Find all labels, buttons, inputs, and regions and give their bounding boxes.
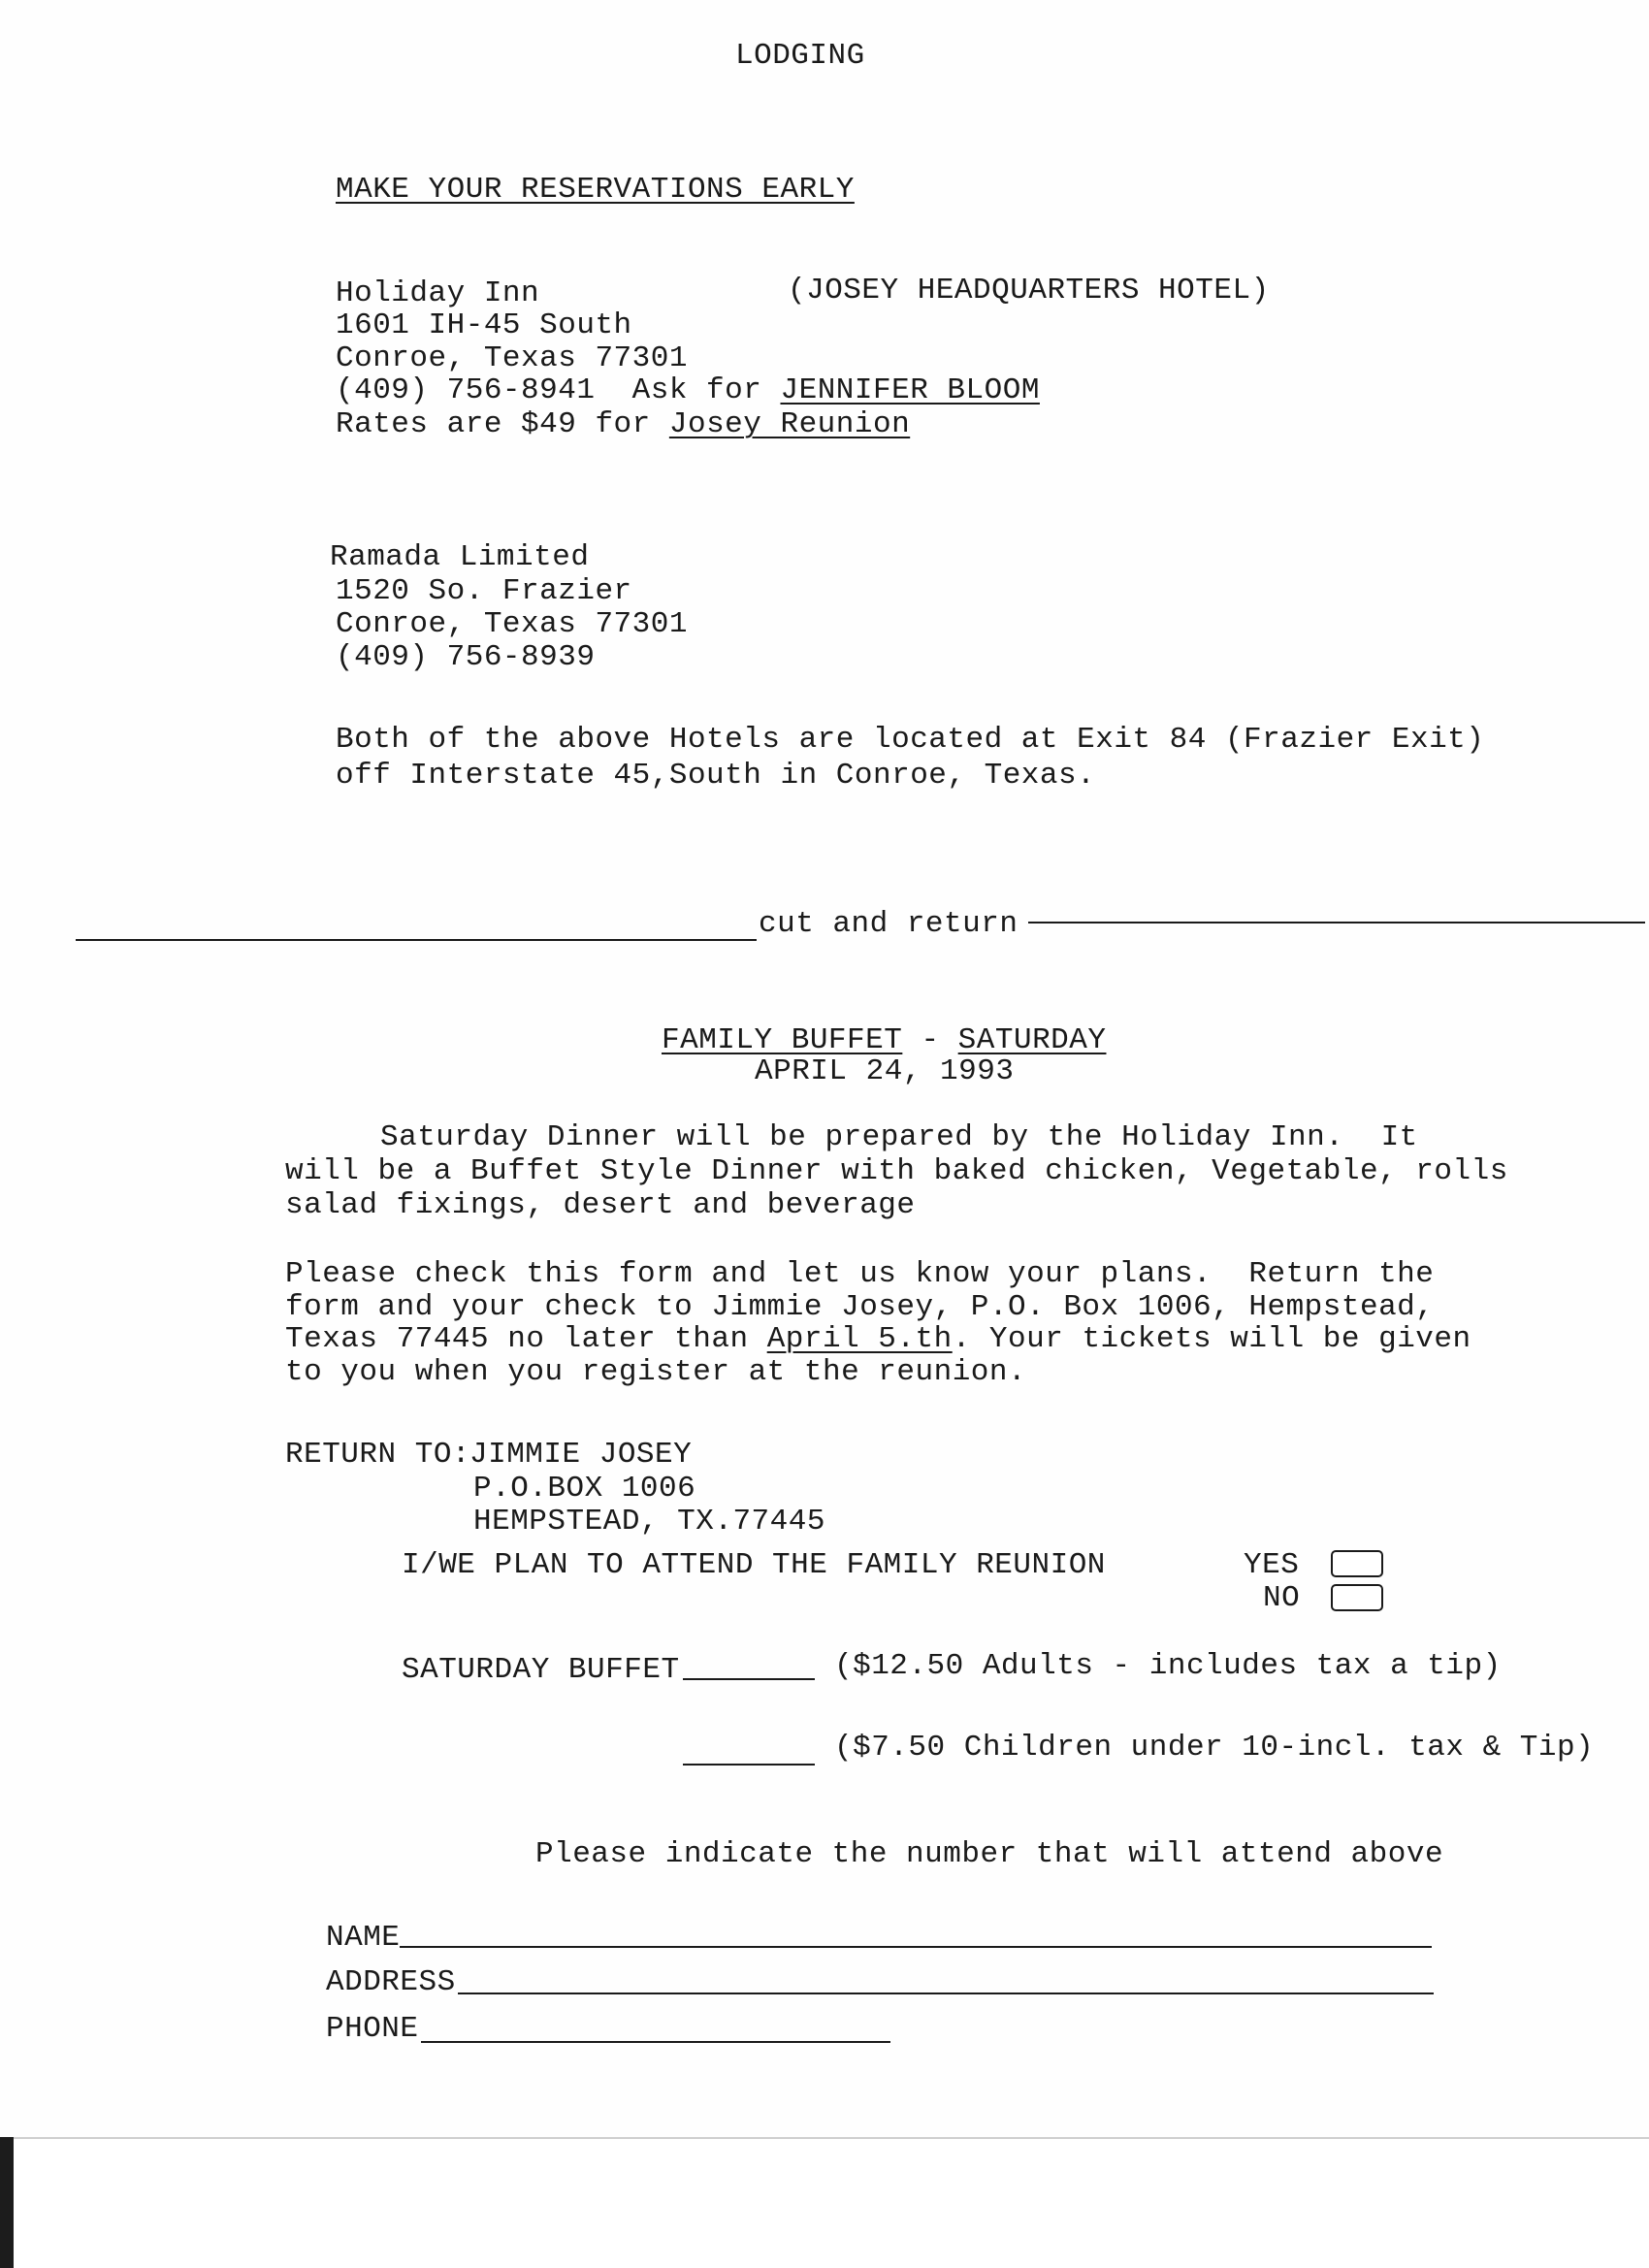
attend-question: I/WE PLAN TO ATTEND THE FAMILY REUNION	[402, 1548, 1106, 1582]
return-to-box: P.O.BOX 1006	[473, 1472, 696, 1506]
hotel1-rate: Rates are $49 for	[336, 407, 669, 441]
buffet-title-sep: -	[902, 1023, 958, 1057]
buffet-para2-line1: Please check this form and let us know your plans. Return the	[285, 1257, 1435, 1291]
buffet-para1-line3: salad fixings, desert and beverage	[285, 1188, 916, 1222]
buffet-title-main: FAMILY BUFFET	[662, 1023, 903, 1057]
cut-line-right	[1028, 922, 1645, 923]
scan-edge	[0, 2137, 14, 2268]
hotel1-rate-line	[336, 407, 910, 442]
hotel2-city: Conroe, Texas 77301	[336, 607, 688, 641]
phone-field[interactable]	[421, 2041, 890, 2043]
child-price: ($7.50 Children under 10-incl. tax & Tip)	[834, 1731, 1595, 1765]
buffet-para2-line2: form and your check to Jimmie Josey, P.O. Box 1006, Hempstead,	[285, 1290, 1435, 1324]
address-label: ADDRESS	[326, 1965, 456, 1999]
return-to-name: JIMMIE JOSEY	[469, 1438, 693, 1472]
hotel1-phone: (409) 756-8941 Ask for	[336, 373, 781, 407]
name-label: NAME	[326, 1921, 401, 1955]
buffet-deadline: April 5.th	[766, 1322, 953, 1356]
buffet-date: APRIL 24, 1993	[755, 1054, 1015, 1088]
no-checkbox[interactable]	[1331, 1584, 1383, 1611]
name-field[interactable]	[400, 1946, 1432, 1948]
no-label: NO	[1263, 1581, 1301, 1615]
cut-line-label: cut and return	[759, 907, 1018, 941]
yes-label: YES	[1244, 1548, 1300, 1582]
hotel2-phone: (409) 756-8939	[336, 640, 596, 674]
hotel1-note: (JOSEY HEADQUARTERS HOTEL)	[788, 274, 1270, 308]
buffet-para2-line3	[285, 1322, 1471, 1357]
cut-line-left	[76, 939, 757, 941]
buffet-title	[662, 1023, 1106, 1058]
yes-checkbox[interactable]	[1331, 1550, 1383, 1577]
address-field[interactable]	[458, 1993, 1434, 1994]
buffet-para2-line3-end: . Your tickets will be given	[952, 1322, 1471, 1356]
child-count-blank[interactable]	[683, 1764, 815, 1766]
phone-label: PHONE	[326, 2012, 419, 2046]
buffet-para2-line4: to you when you register at the reunion.	[285, 1355, 1027, 1389]
buffet-para1-line2: will be a Buffet Style Dinner with baked chicken, Vegetable, rolls	[285, 1154, 1508, 1188]
reservations-subheading: MAKE YOUR RESERVATIONS EARLY	[336, 173, 855, 207]
buffet-title-day: SATURDAY	[957, 1023, 1107, 1057]
attend-instruction: Please indicate the number that will attend above	[535, 1837, 1444, 1871]
hotel2-street: 1520 So. Frazier	[336, 574, 632, 608]
hotel1-contact: JENNIFER BLOOM	[780, 373, 1040, 407]
hotel1-city: Conroe, Texas 77301	[336, 341, 688, 375]
lodging-heading: LODGING	[735, 39, 865, 73]
hotel1-street: 1601 IH-45 South	[336, 308, 632, 342]
return-to-city: HEMPSTEAD, TX.77445	[473, 1505, 825, 1539]
hotel1-name: Holiday Inn	[336, 276, 540, 310]
hotel2-name: Ramada Limited	[330, 540, 590, 574]
hotels-location-line1: Both of the above Hotels are located at Exit 84 (Frazier Exit)	[336, 723, 1485, 757]
buffet-para2-line3-start: Texas 77445 no later than	[285, 1322, 767, 1356]
hotels-location-line2: off Interstate 45,South in Conroe, Texas.	[336, 759, 1096, 793]
buffet-para1-line1: Saturday Dinner will be prepared by the Holiday Inn. It	[380, 1120, 1418, 1154]
return-to-label: RETURN TO:	[285, 1438, 471, 1472]
adult-count-blank[interactable]	[683, 1678, 815, 1680]
hotel1-phone-line	[336, 373, 1040, 408]
adult-price: ($12.50 Adults - includes tax a tip)	[834, 1649, 1502, 1683]
hotel1-rate-event: Josey Reunion	[668, 407, 911, 441]
buffet-count-label: SATURDAY BUFFET	[402, 1653, 680, 1687]
